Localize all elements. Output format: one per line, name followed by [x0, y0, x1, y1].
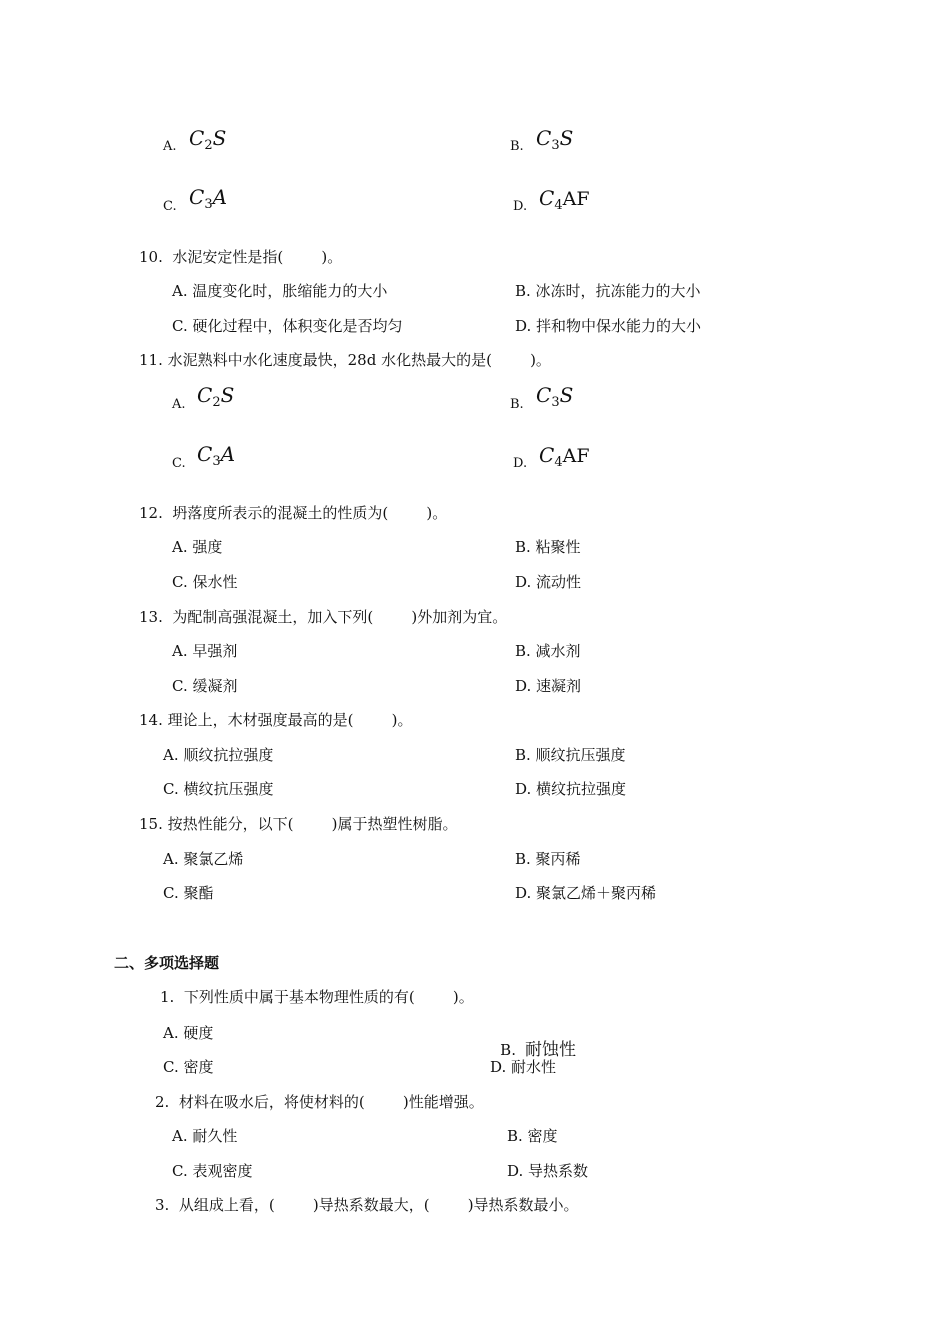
m2-option-d: D. 导热系数 [507, 1162, 589, 1180]
q12-option-a: A. 强度 [172, 538, 223, 556]
m2-option-a: A. 耐久性 [172, 1127, 238, 1145]
question-12-stem: 12. 坍落度所表示的混凝土的性质为( )。 [139, 504, 448, 522]
option-label: B. [500, 1041, 516, 1059]
option-label: D. [513, 199, 528, 214]
question-10-stem: 10. 水泥安定性是指( )。 [139, 248, 343, 266]
q10-option-c: C. 硬化过程中，体积变化是否均匀 [172, 317, 403, 335]
q14-option-a: A. 顺纹抗拉强度 [163, 746, 274, 764]
multi-question-3-stem: 3. 从组成上看，( )导热系数最大，( )导热系数最小。 [155, 1196, 579, 1214]
formula: $C_3A$ [197, 442, 236, 469]
formula: $C_2S$ [189, 126, 227, 153]
q13-option-a: A. 早强剂 [172, 642, 238, 660]
q15-option-c: C. 聚酯 [163, 884, 214, 902]
formula: $C_2S$ [197, 383, 235, 410]
question-13-stem: 13. 为配制高强混凝土，加入下列( )外加剂为宜。 [139, 608, 508, 626]
q14-option-c: C. 横纹抗压强度 [163, 780, 274, 798]
formula: $C_3S$ [536, 126, 574, 153]
q15-option-a: A. 聚氯乙烯 [163, 850, 244, 868]
option-label: B. [510, 397, 524, 412]
option-label: C. [163, 199, 177, 214]
option-label: A. [172, 397, 186, 412]
q14-option-b: B. 顺纹抗压强度 [515, 746, 626, 764]
q15-option-b: B. 聚丙稀 [515, 850, 581, 868]
q12-option-d: D. 流动性 [515, 573, 582, 591]
q13-option-b: B. 减水剂 [515, 642, 581, 660]
option-label: B. [510, 139, 524, 154]
q13-option-d: D. 速凝剂 [515, 677, 582, 695]
formula: $C_4AF$ [539, 186, 590, 213]
formula: $C_3S$ [536, 383, 574, 410]
multi-question-2-stem: 2. 材料在吸水后，将使材料的( )性能增强。 [155, 1093, 484, 1111]
m2-option-c: C. 表观密度 [172, 1162, 253, 1180]
q10-option-a: A. 温度变化时，胀缩能力的大小 [172, 282, 388, 300]
question-11-stem: 11. 水泥熟料中水化速度最快，28d 水化热最大的是( )。 [139, 351, 551, 369]
question-14-stem: 14. 理论上，木材强度最高的是( )。 [139, 711, 413, 729]
m1-option-a: A. 硬度 [163, 1024, 214, 1042]
option-text: 耐蚀性 [524, 1040, 576, 1060]
q14-option-d: D. 横纹抗拉强度 [515, 780, 627, 798]
multi-question-1-stem: 1. 下列性质中属于基本物理性质的有( )。 [160, 988, 474, 1006]
m2-option-b: B. 密度 [507, 1127, 558, 1145]
m1-option-b [490, 1021, 576, 1059]
option-label: A. [163, 139, 177, 154]
question-15-stem: 15. 按热性能分，以下( )属于热塑性树脂。 [139, 815, 458, 833]
option-label: C. [172, 456, 186, 471]
option-label: D. [513, 456, 528, 471]
q10-option-b: B. 冰冻时，抗冻能力的大小 [515, 282, 701, 300]
m1-option-c: C. 密度 [163, 1058, 214, 1076]
q10-option-d: D. 拌和物中保水能力的大小 [515, 317, 702, 335]
m1-option-d: D. 耐水性 [490, 1058, 557, 1076]
q12-option-c: C. 保水性 [172, 573, 238, 591]
q15-option-d: D. 聚氯乙烯＋聚丙稀 [515, 884, 657, 902]
formula: $C_4AF$ [539, 443, 590, 470]
q13-option-c: C. 缓凝剂 [172, 677, 238, 695]
q12-option-b: B. 粘聚性 [515, 538, 581, 556]
section-heading: 二、多项选择题 [114, 954, 220, 972]
formula: $C_3A$ [189, 185, 228, 212]
